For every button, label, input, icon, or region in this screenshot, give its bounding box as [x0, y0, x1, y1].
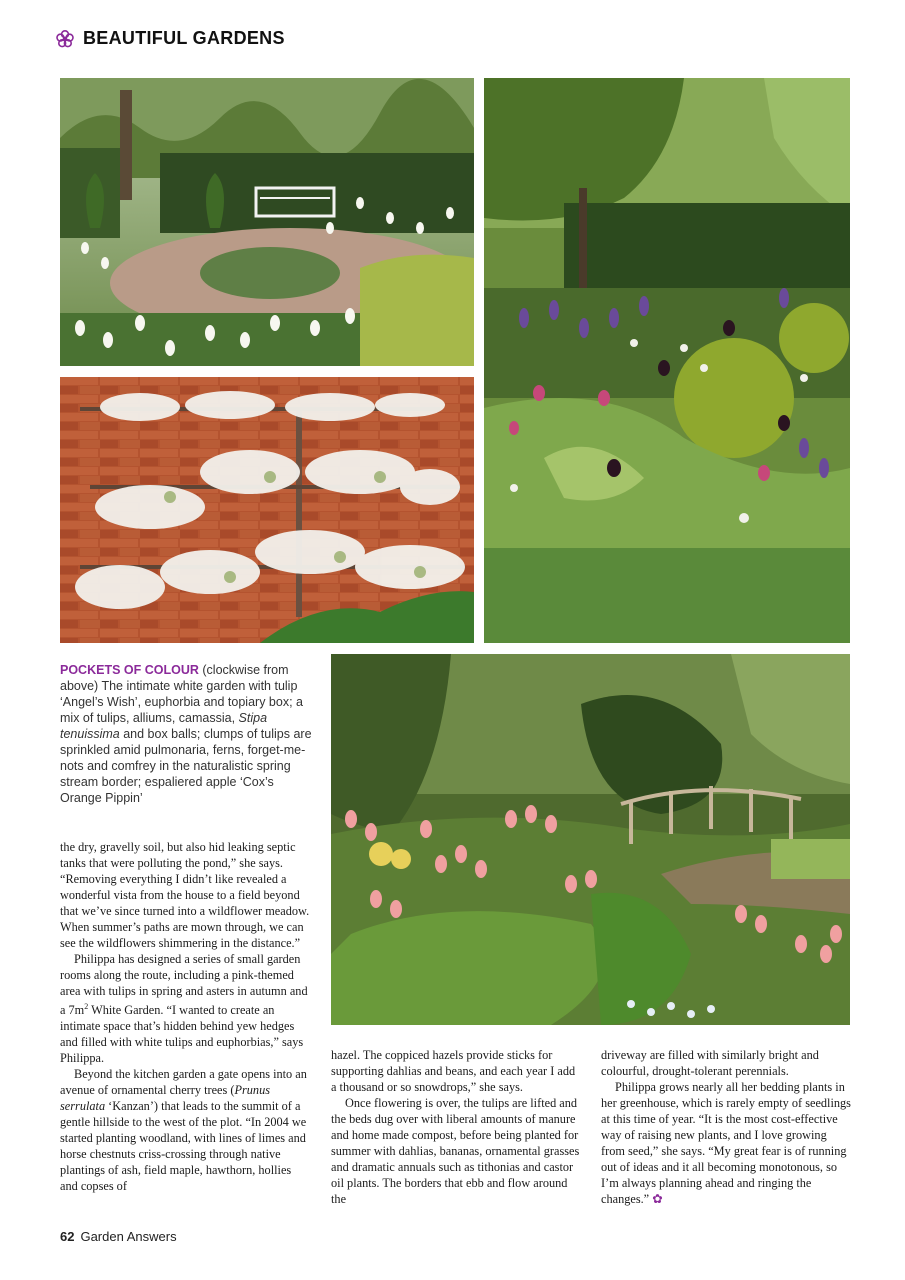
espaliered-apple-photo [60, 377, 474, 643]
paragraph-text: Beyond the kitchen garden a gate opens into an avenue of ornamental cherry trees ( [60, 1067, 307, 1098]
flower-icon [55, 29, 75, 49]
section-header [55, 28, 285, 49]
paragraph-text: White Garden. “I wanted to create an intimate space that’s hidden behind yew hedges and filled with white tulips and euphorbias,” says Philippa. [60, 1003, 304, 1066]
caption-lead: POCKETS OF COLOUR [60, 663, 199, 677]
spring-stream-photo [331, 654, 850, 1025]
paragraph-text: ‘Kanzan’) that leads to the summit of a gentle hillside to the west of the plot. “In 2004 we started planting woodland, with lines of limes and horse chestnuts criss-crossing through native plantings of ash, field maple, hawthorn, hollies and copses of [60, 1099, 307, 1194]
paragraph [60, 951, 310, 1066]
page-footer [60, 1229, 177, 1244]
paragraph [60, 1066, 310, 1194]
paragraph: Once flowering is over, the tulips are lifted and the beds dug over with liberal amounts of manure and home made compost, before being planted for summer with dahlias, bananas, ornamental grasses and dramatic annuals such as tithonias and castor oil plants. The borders that ebb and flow around the [331, 1096, 580, 1206]
white-garden-photo [60, 78, 474, 366]
body-column-3 [601, 1047, 851, 1207]
caption-italic: Stipa tenuissima [60, 711, 268, 741]
paragraph: hazel. The coppiced hazels provide sticks for supporting dahlias and beans, and each year I add a thousand or so snowdrops,” she says. [331, 1048, 576, 1094]
caption-text-1: (clockwise from above) The intimate white garden with tulip ‘Angel’s Wish’, euphorbia and topiary box; a mix of tulips, alliums, camassia, [60, 663, 303, 725]
body-column-1 [60, 839, 310, 1194]
photo-caption [60, 662, 312, 806]
tulip-border-photo [484, 78, 850, 643]
paragraph: the dry, gravelly soil, but also hid leaking septic tanks that were polluting the pond,” she says. “Removing everything I didn’t like revealed a wonderful vista from the house to a field beyond that we’ve since turned into a wildflower meadow. When summer’s paths are mown through, we can see the wildflowers shimmering in the distance.” [60, 840, 310, 950]
latin-name: Prunus serrulata [60, 1083, 270, 1114]
section-title: BEAUTIFUL GARDENS [83, 28, 285, 48]
paragraph-text: Philippa has designed a series of small garden rooms along the route, including a pink-themed area with tulips in spring and asters in autumn and a 7m [60, 952, 308, 1018]
end-mark-icon: ✿ [652, 1192, 663, 1206]
paragraph-text: Philippa grows nearly all her bedding plants in her greenhouse, which is rarely empty of seedlings at this time of year. “It is the most cost-effective way of raising new plants, and I love growing from seed,” she says. “My great fear is of running out of ideas and it all becoming monotonous, so I’m always planning ahead and ringing the changes.” [601, 1080, 851, 1206]
paragraph [601, 1079, 851, 1207]
paragraph: driveway are filled with similarly bright and colourful, drought-tolerant perennials. [601, 1048, 819, 1078]
superscript: 2 [84, 1002, 89, 1011]
page-number: 62 [60, 1229, 75, 1244]
body-column-2 [331, 1047, 581, 1207]
magazine-name: Garden Answers [80, 1229, 177, 1244]
caption-text-2: and box balls; clumps of tulips are sprinkled amid pulmonaria, ferns, forget-me-nots and comfrey in the naturalistic spring stream border; espaliered apple ‘Cox’s Orange Pippin’ [60, 727, 312, 805]
